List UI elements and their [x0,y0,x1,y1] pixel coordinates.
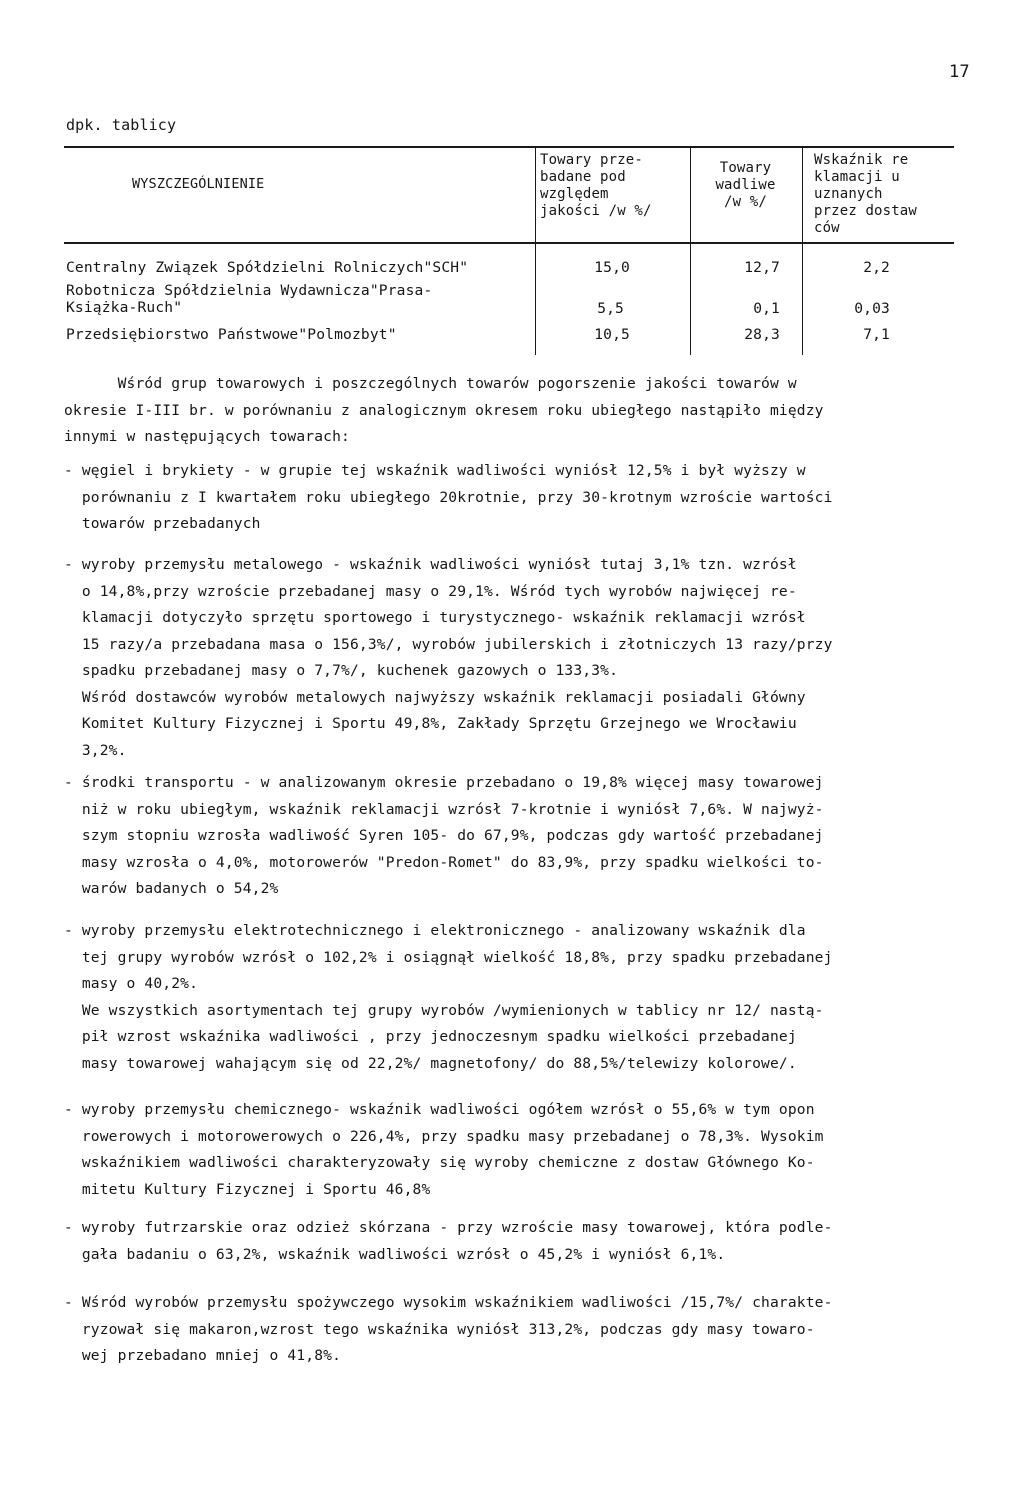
table-col-divider-2 [690,146,691,355]
row-2-value-wadliwe: 0,1 [753,300,780,317]
row-1-value-przebadane: 15,0 [594,259,630,276]
paragraph-chemiczne: - wyroby przemysłu chemicznego- wskaźnik wadliwości ogółem wzrósł o 55,6% w tym opon rowerowych i motorowerowych o 226,4%, przy spadku masy przebadanej o 78,3%. Wysokim wskaźnikiem wadliwości charakteryzowały się wyroby chemiczne z dostaw Głównego Ko- mitetu Kultury Fizycznej i Sportu 46,8% [64,1101,824,1198]
row-1-value-wskaznik: 2,2 [863,259,890,276]
row-2-value-przebadane: 5,5 [597,300,624,317]
paragraph-futrzarskie: - wyroby futrzarskie oraz odzież skórzana - przy wzroście masy towarowej, która podle- gała badaniu o 63,2%, wskaźnik wadliwości wzrósł o 45,2% i wyniósł 6,1%. [64,1219,833,1263]
row-2-value-wskaznik: 0,03 [854,300,890,317]
row-3-value-wadliwe: 28,3 [744,326,780,343]
paragraph-spozywcze: - Wśród wyrobów przemysłu spożywczego wysokim wskaźnikiem wadliwości /15,7%/ charakte- ryzował się makaron,wzrost tego wskaźnika wyniósł 313,2%, podczas gdy masy towaro- wej przebadano mniej o 41,8%. [64,1294,833,1364]
table-col-divider-3 [802,146,803,355]
table-header-rule [64,242,954,244]
header-towary-przebadane: Towary prze- badane pod względem jakości /w %/ [540,152,652,219]
row-3-name: Przedsiębiorstwo Państwowe"Polmozbyt" [66,326,397,343]
row-2-name: Robotnicza Spółdzielnia Wydawnicza"Prasa- Książka-Ruch" [66,282,433,316]
row-1-value-wadliwe: 12,7 [744,259,780,276]
header-wyszczegolnienie: WYSZCZEGÓLNIENIE [132,176,265,192]
header-towary-wadliwe: Towary wadliwe /w %/ [715,160,776,210]
table-top-rule [64,146,954,148]
page-number: 17 [949,62,970,82]
paragraph-intro: Wśród grup towarowych i poszczególnych towarów pogorszenie jakości towarów w okresie I-III br. w porównaniu z analogicznym okresem roku ubiegłego nastąpiło między innymi w następujących towarach: [64,375,824,445]
row-3-value-wskaznik: 7,1 [863,326,890,343]
row-3-value-przebadane: 10,5 [594,326,630,343]
paragraph-elektrotechnika: - wyroby przemysłu elektrotechnicznego i elektronicznego - analizowany wskaźnik dla tej grupy wyrobów wzrósł o 102,2% i osiągnął wielkość 18,8%, przy spadku przebadanej masy o 40,2%. We wszystkich asortymentach tej grupy wyrobów /wymienionych w tablicy nr 12/ nastą- pił wzrost wskaźnika wadliwości , przy jednoczesnym spadku wielkości przebadanej masy towarowej wahającym się od 22,2%/ magnetofony/ do 88,5%/telewizy kolorowe/. [64,922,833,1072]
header-wskaznik-reklamacji: Wskaźnik re klamacji u uznanych przez dostaw ców [814,152,917,236]
table-caption: dpk. tablicy [66,116,177,134]
paragraph-wegiel: - węgiel i brykiety - w grupie tej wskaźnik wadliwości wyniósł 12,5% i był wyższy w porównaniu z I kwartałem roku ubiegłego 20krotnie, przy 30-krotnym wzroście wartości towarów przebadanych [64,462,833,532]
paragraph-transport: - środki transportu - w analizowanym okresie przebadano o 19,8% więcej masy towarowej niż w roku ubiegłym, wskaźnik reklamacji wzrósł 7-krotnie i wyniósł 7,6%. W najwyż- szym stopniu wzrosła wadliwość Syren 105- do 67,9%, podczas gdy wartość przebadanej masy wzrosła o 4,0%, motorowerów "Predon-Romet" do 83,9%, przy spadku wielkości to- warów badanych o 54,2% [64,774,824,897]
paragraph-metalowe: - wyroby przemysłu metalowego - wskaźnik wadliwości wyniósł tutaj 3,1% tzn. wzrósł o 14,8%,przy wzroście przebadanej masy o 29,1%. Wśród tych wyrobów najwięcej re- klamacji dotyczyło sprzętu sportowego i turystycznego- wskaźnik reklamacji wzrósł 15 razy/a przebadana masa o 156,3%/, wyrobów jubilerskich i złotniczych 13 razy/przy spadku przebadanej masy o 7,7%/, kuchenek gazowych o 133,3%. Wśród dostawców wyrobów metalowych najwyższy wskaźnik reklamacji posiadali Główny Komitet Kultury Fizycznej i Sportu 49,8%, Zakłady Sprzętu Grzejnego we Wrocławiu 3,2%. [64,556,833,759]
table-col-divider-1 [535,146,536,355]
row-1-name: Centralny Związek Spółdzielni Rolniczych"SCH" [66,259,469,276]
